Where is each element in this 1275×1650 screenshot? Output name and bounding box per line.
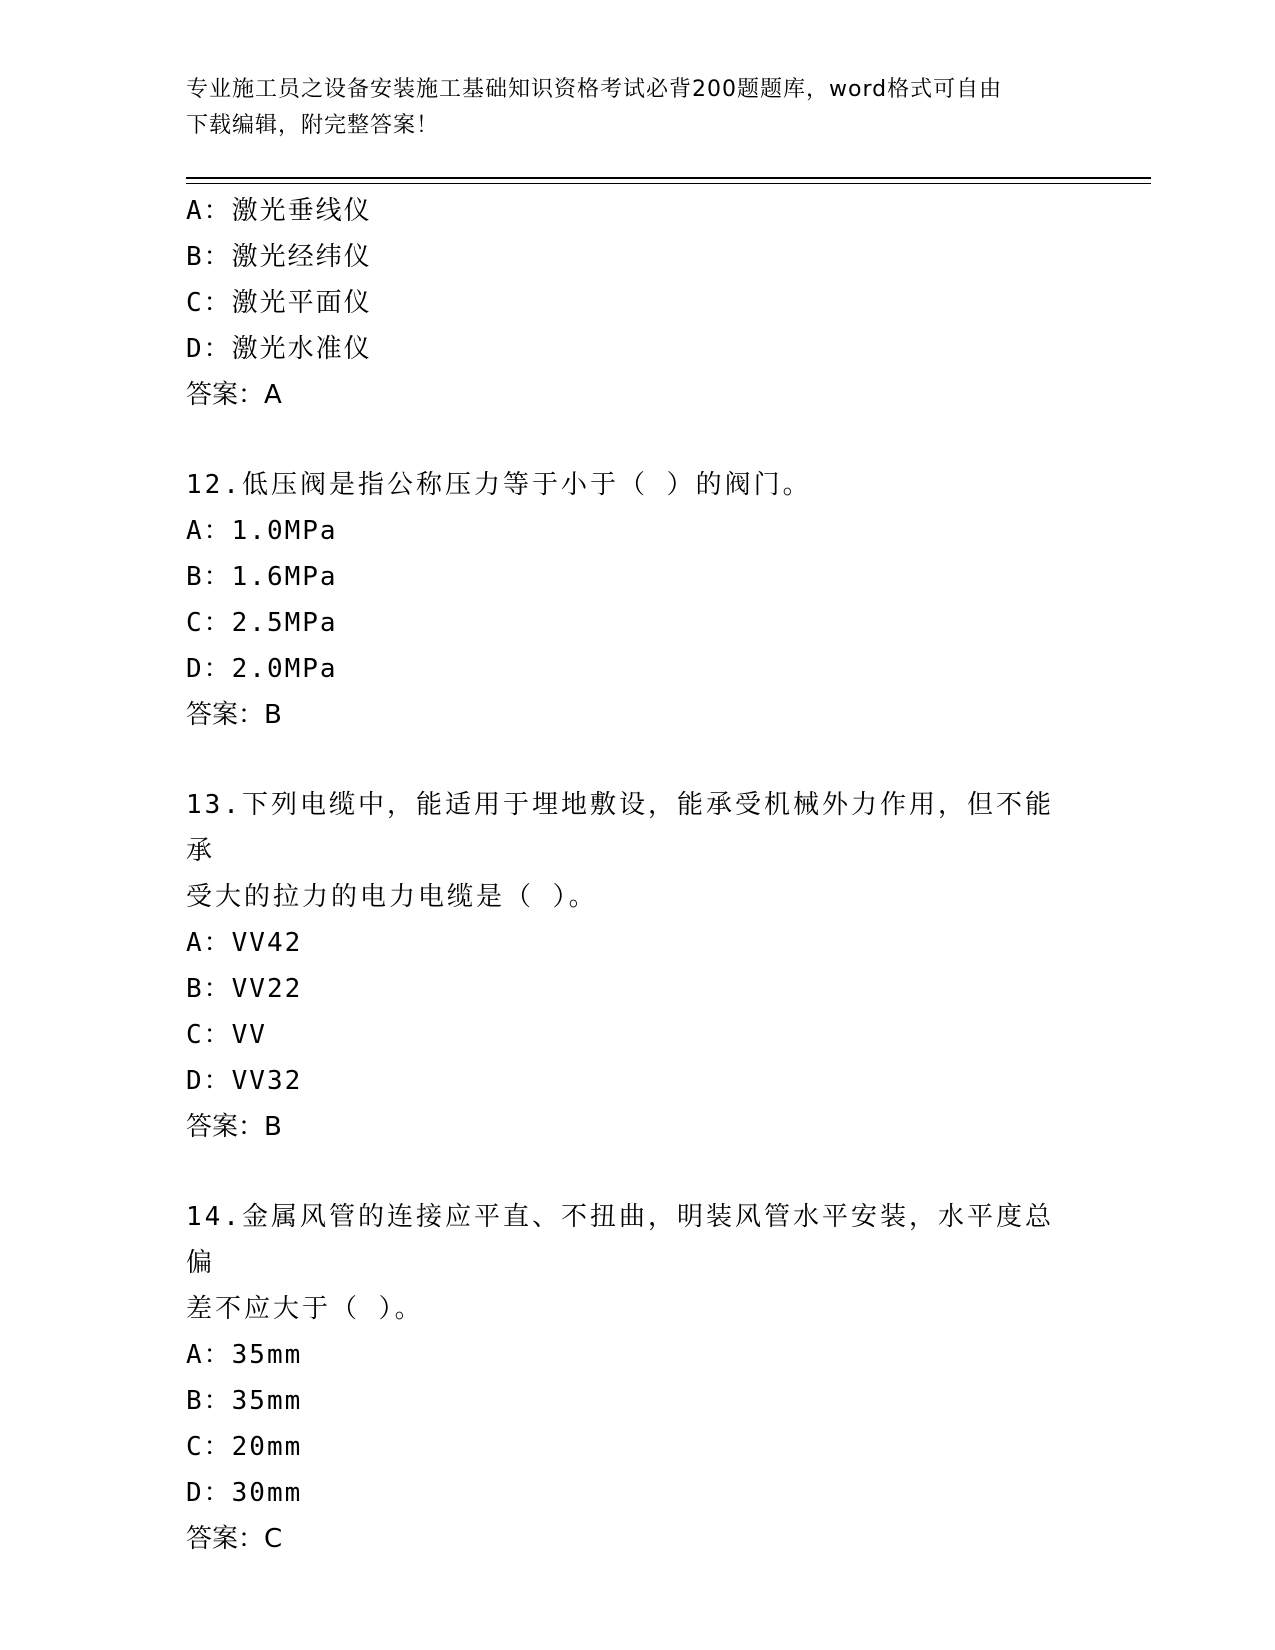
answer: 答案：B: [186, 1112, 282, 1142]
header-rule-thick: [186, 177, 1151, 179]
option-d: D：激光水准仪: [186, 334, 372, 364]
option-d: D：2.0MPa: [186, 654, 338, 684]
option-c: C：2.5MPa: [186, 608, 338, 638]
option-a: A：VV42: [186, 928, 303, 958]
header-line-1: 专业施工员之设备安装施工基础知识资格考试必背200题题库，word格式可自由: [186, 77, 1003, 102]
option-b: B：35mm: [186, 1386, 303, 1416]
option-d: D：30mm: [186, 1478, 303, 1508]
option-d: D：VV32: [186, 1066, 303, 1096]
question-13: [186, 782, 1086, 1150]
answer: 答案：C: [186, 1524, 283, 1554]
option-a: A：35mm: [186, 1340, 303, 1370]
option-a: A：激光垂线仪: [186, 196, 372, 226]
option-b: B：激光经纬仪: [186, 242, 372, 272]
option-a: A：1.0MPa: [186, 516, 338, 546]
document-header: [186, 72, 1066, 144]
header-line-2: 下载编辑，附完整答案！: [186, 113, 440, 138]
question-text-line-1: 14.金属风管的连接应平直、不扭曲，明装风管水平安装，水平度总偏: [186, 1202, 1054, 1278]
option-b: B：1.6MPa: [186, 562, 338, 592]
option-c: C：VV: [186, 1020, 267, 1050]
answer: 答案：A: [186, 380, 282, 410]
answer: 答案：B: [186, 700, 282, 730]
option-c: C：激光平面仪: [186, 288, 372, 318]
question-text: [186, 782, 1066, 920]
question-12: [186, 462, 1086, 738]
question-text-line-1: 13.下列电缆中，能适用于埋地敷设，能承受机械外力作用，但不能承: [186, 790, 1054, 866]
question-14: [186, 1194, 1086, 1562]
question-text: 12.低压阀是指公称压力等于小于（ ）的阀门。: [186, 470, 812, 500]
question-11: [186, 188, 1086, 418]
question-list: [186, 188, 1086, 1562]
option-b: B：VV22: [186, 974, 303, 1004]
question-text: [186, 1194, 1066, 1332]
option-c: C：20mm: [186, 1432, 303, 1462]
question-text-line-2: 差不应大于（ ）。: [186, 1294, 424, 1324]
header-rule-thin: [186, 183, 1151, 184]
question-text-line-2: 受大的拉力的电力电缆是（ ）。: [186, 882, 598, 912]
